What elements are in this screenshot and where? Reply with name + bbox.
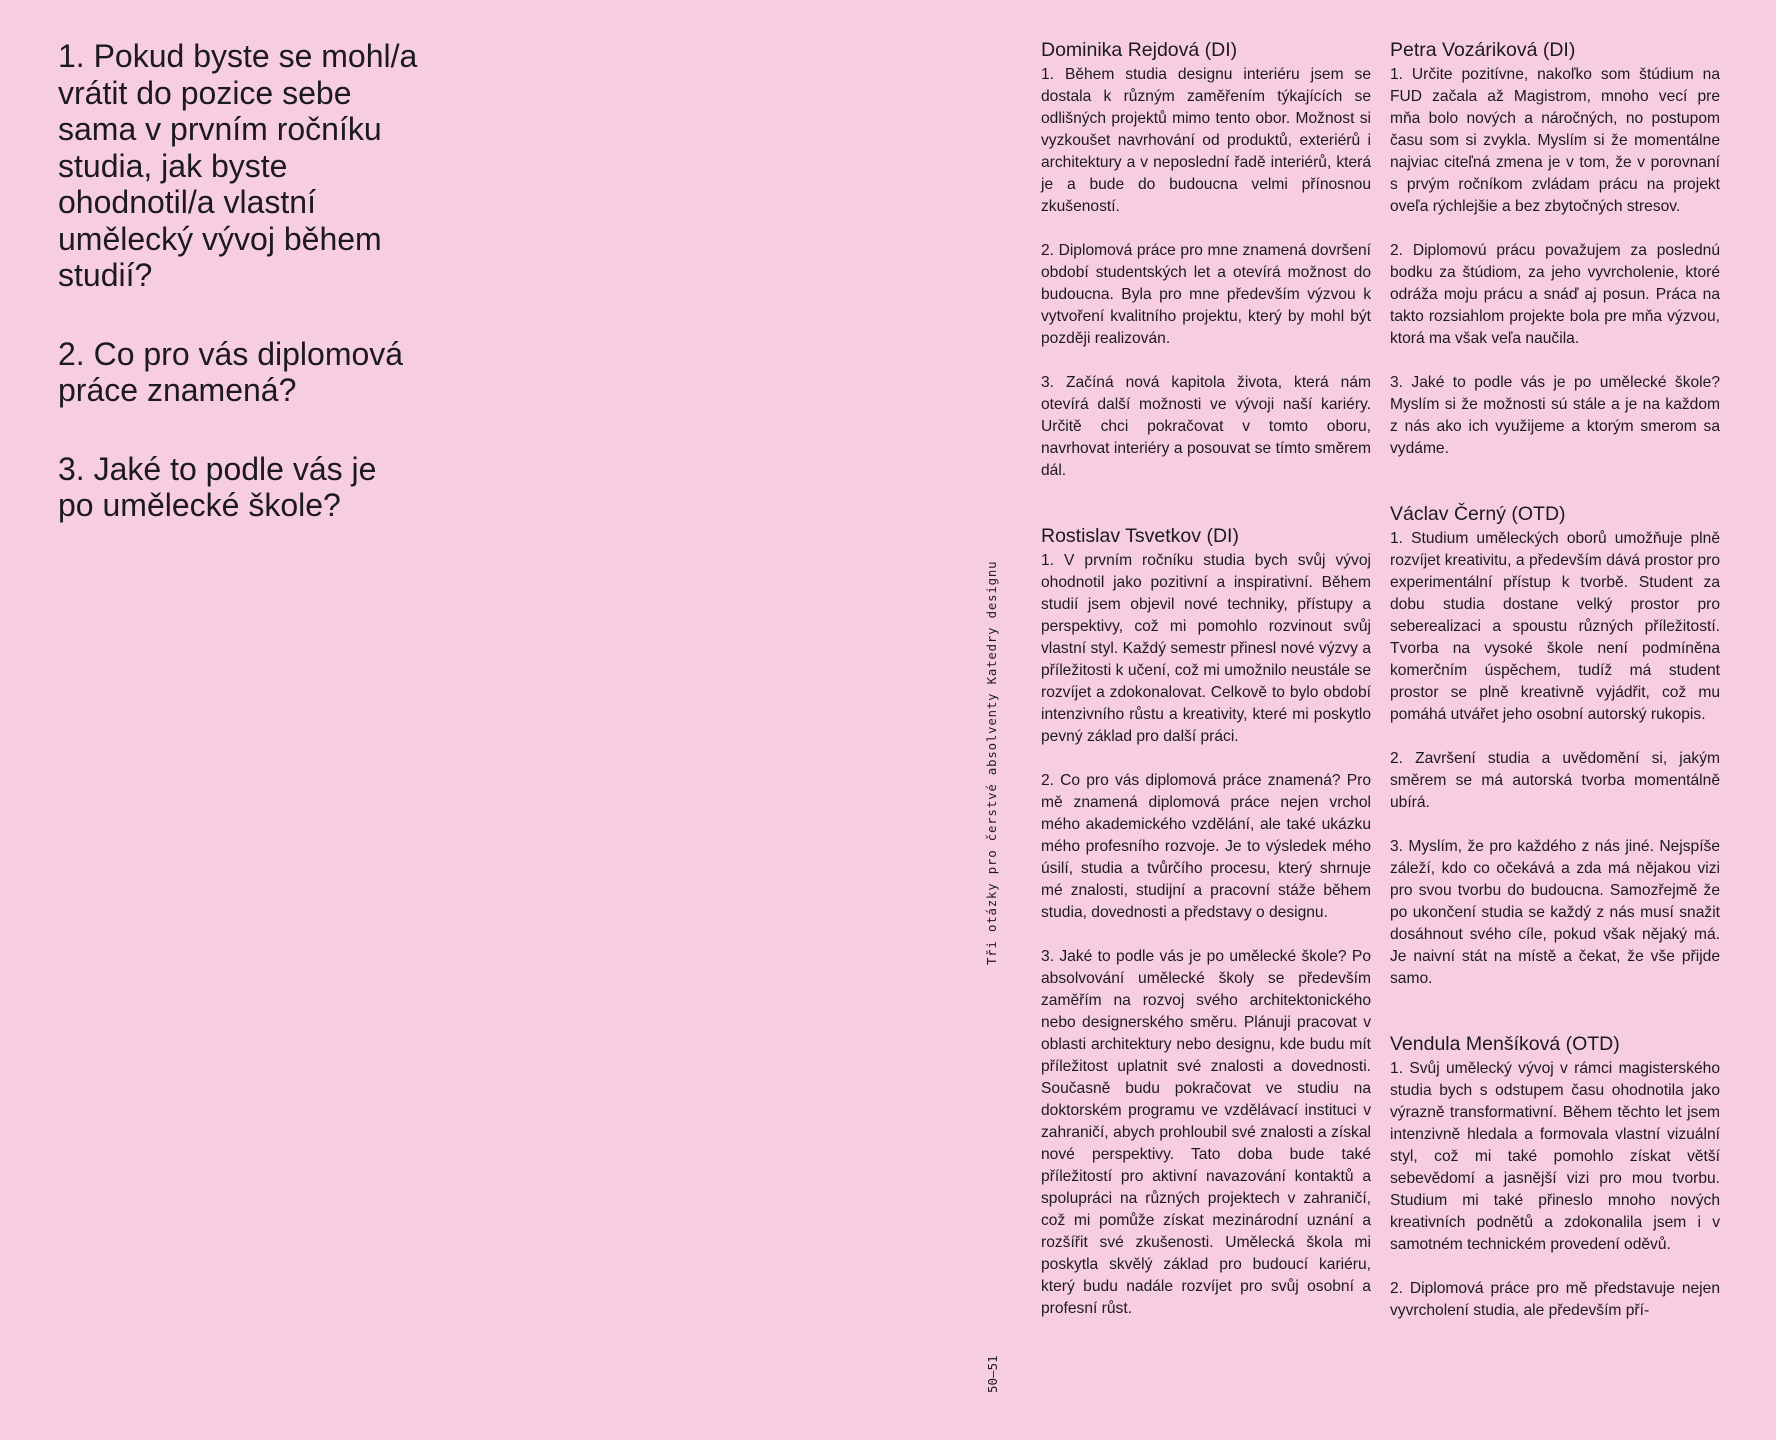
left-answer-column bbox=[1041, 38, 1371, 1320]
question-3: 3. Jaké to podle vás je po umělecké škole? bbox=[58, 450, 377, 523]
answer-2: 2. Diplomovú prácu považujem za poslednú bodku za štúdiom, za jeho vyvrcholenie, ktoré odráža moju prácu a snáď aj posun. Práca na takto rozsiahlom projekte bola pre mňa výzvou, ktorá ma však veľa naučila. bbox=[1390, 242, 1720, 347]
respondent-rostislav-tsvetkov bbox=[1041, 524, 1371, 1320]
answer-3: 3. Myslím, že pro každého z nás jiné. Nejspíše záleží, kdo co očekává a zda má nějakou vizi pro svou tvorbu do budoucna. Samozřejmě že po ukončení studia se každý z nás musí snažit dosáhnout svého cíle, pokud však nějaký má. Je naivní stát na místě a čekat, že vše přijde samo. bbox=[1390, 838, 1720, 987]
answer-1: 1. V prvním ročníku studia bych svůj vývoj ohodnotil jako pozitivní a inspirativní. Během studií jsem objevil nové techniky, přístupy a perspektivy, což mi pomohlo rozvinout svůj vlastní styl. Každý semestr přinesl nové výzvy a příležitosti k učení, což mi umožnilo neustále se rozvíjet a zdokonalovat. Celkově to bylo období intenzivního růstu a kreativity, které mi poskytlo pevný základ pro další práci. bbox=[1041, 552, 1371, 745]
respondent-petra-vozarikova bbox=[1390, 38, 1720, 460]
respondent-vendula-mensikova bbox=[1390, 1032, 1720, 1322]
answer-1: 1. Určite pozitívne, nakoľko som štúdium na FUD začala až Magistrom, mnoho vecí pre mňa bolo nových a náročných, no postupom času som si zvykla. Myslím si že momentálne najviac citeľná zmena je v tom, že v porovnaní s prvým ročníkom zvládam prácu na projekt oveľa rýchlejšie a bez zbytočných stresov. bbox=[1390, 66, 1720, 215]
page-numbers: 50—51 bbox=[985, 1355, 1000, 1393]
answer-2: 2. Diplomová práce pro mě představuje nejen vyvrcholení studia, ale především pří- bbox=[1390, 1280, 1720, 1319]
respondent-name: Petra Vozáriková (DI) bbox=[1390, 39, 1576, 61]
respondent-name: Dominika Rejdová (DI) bbox=[1041, 39, 1238, 61]
answer-1: 1. Během studia designu interiéru jsem se dostala k různým zaměřením týkajících se odlišných projektů mimo tento obor. Možnost si vyzkoušet navrhování od produktů, exteriérů i architektury a v neposlední řadě interiérů, která je a bude do budoucna velmi přínosnou zkušeností. bbox=[1041, 66, 1371, 215]
questions-list bbox=[58, 38, 418, 566]
question-2: 2. Co pro vás diplomová práce znamená? bbox=[58, 335, 404, 408]
answer-2: 2. Završení studia a uvědomění si, jakým směrem se má autorská tvorba momentálně ubírá. bbox=[1390, 750, 1720, 811]
respondent-name: Václav Černý (OTD) bbox=[1390, 503, 1566, 525]
answer-2: 2. Co pro vás diplomová práce znamená? Pro mě znamená diplomová práce nejen vrchol mého akademického vzdělání, ale také ukázku mého profesního rozvoje. Je to výsledek mého úsilí, studia a tvůrčího procesu, který shrnuje mé znalosti, studijní a pracovní stáže během studia, dovednosti a představy o designu. bbox=[1041, 772, 1371, 921]
answer-1: 1. Studium uměleckých oborů umožňuje plně rozvíjet kreativitu, a především dává prostor pro experimentální přístup k tvorbě. Student za dobu studia dostane velký prostor pro seberealizaci a spoustu různých příležitostí. Tvorba na vysoké škole není podmíněna komerčním úspěchem, tudíž má student prostor se plně kreativně vyjádřit, což mu pomáhá utvářet jeho osobní autorský rukopis. bbox=[1390, 530, 1720, 723]
respondent-name: Vendula Menšíková (OTD) bbox=[1390, 1033, 1620, 1055]
answer-2: 2. Diplomová práce pro mne znamená dovršení období studentských let a otevírá možnost do budoucna. Byla pro mne především výzvou k vytvoření kvalitního projektu, který by mohl být později realizován. bbox=[1041, 242, 1371, 347]
answer-3: 3. Jaké to podle vás je po umělecké škole? Po absolvování umělecké školy se především zaměřím na rozvoj svého architektonického nebo designerského směru. Plánuji pracovat v oblasti architektury nebo designu, kde budu mít příležitost uplatnit své znalosti a dovednosti. Současně budu pokračovat ve studiu na doktorském programu ve vzdělávací instituci v zahraničí, abych prohloubil své znalosti a získal nové perspektivy. Tato doba bude také příležitostí pro aktivní navazování kontaktů a spolupráci na různých projektech v zahraničí, což mi pomůže získat mezinárodní uznání a rozšířit své zkušenosti. Umělecká škola mi poskytla skvělý základ pro budoucí kariéru, který budu nadále rozvíjet pro svůj osobní a profesní růst. bbox=[1041, 948, 1371, 1317]
respondent-dominika-rejdova bbox=[1041, 38, 1371, 482]
right-answer-column bbox=[1390, 38, 1720, 1322]
answer-1: 1. Svůj umělecký vývoj v rámci magisterského studia bych s odstupem času ohodnotila jako výrazně transformativní. Během těchto let jsem intenzivně hledala a formovala vlastní vizuální styl, což mi také pomohlo získat větší sebevědomí a jasnější vizi pro mou tvorbu. Studium mi také přineslo mnoho nových kreativních podnětů a zdokonalila jsem i v samotném technickém provedení oděvů. bbox=[1390, 1060, 1720, 1253]
respondent-vaclav-cerny bbox=[1390, 502, 1720, 990]
answer-3: 3. Začíná nová kapitola života, která nám otevírá další možnosti ve vývoji naší kariéry. Určitě chci pokračovat v tomto oboru, navrhovat interiéry a posouvat se tímto směrem dál. bbox=[1041, 374, 1371, 479]
spine-title: Tři otázky pro čerstvé absolventy Katedry designu bbox=[985, 560, 999, 965]
question-1: 1. Pokud byste se mohl/a vrátit do pozice sebe sama v prvním ročníku studia, jak byste ohodnotil/a vlastní umělecký vývoj během studií? bbox=[58, 38, 418, 293]
respondent-name: Rostislav Tsvetkov (DI) bbox=[1041, 525, 1239, 547]
answer-3: 3. Jaké to podle vás je po umělecké škole? Myslím si že možnosti sú stále a je na každom z nás ako ich využijeme a ktorým smerom sa vydáme. bbox=[1390, 374, 1720, 457]
